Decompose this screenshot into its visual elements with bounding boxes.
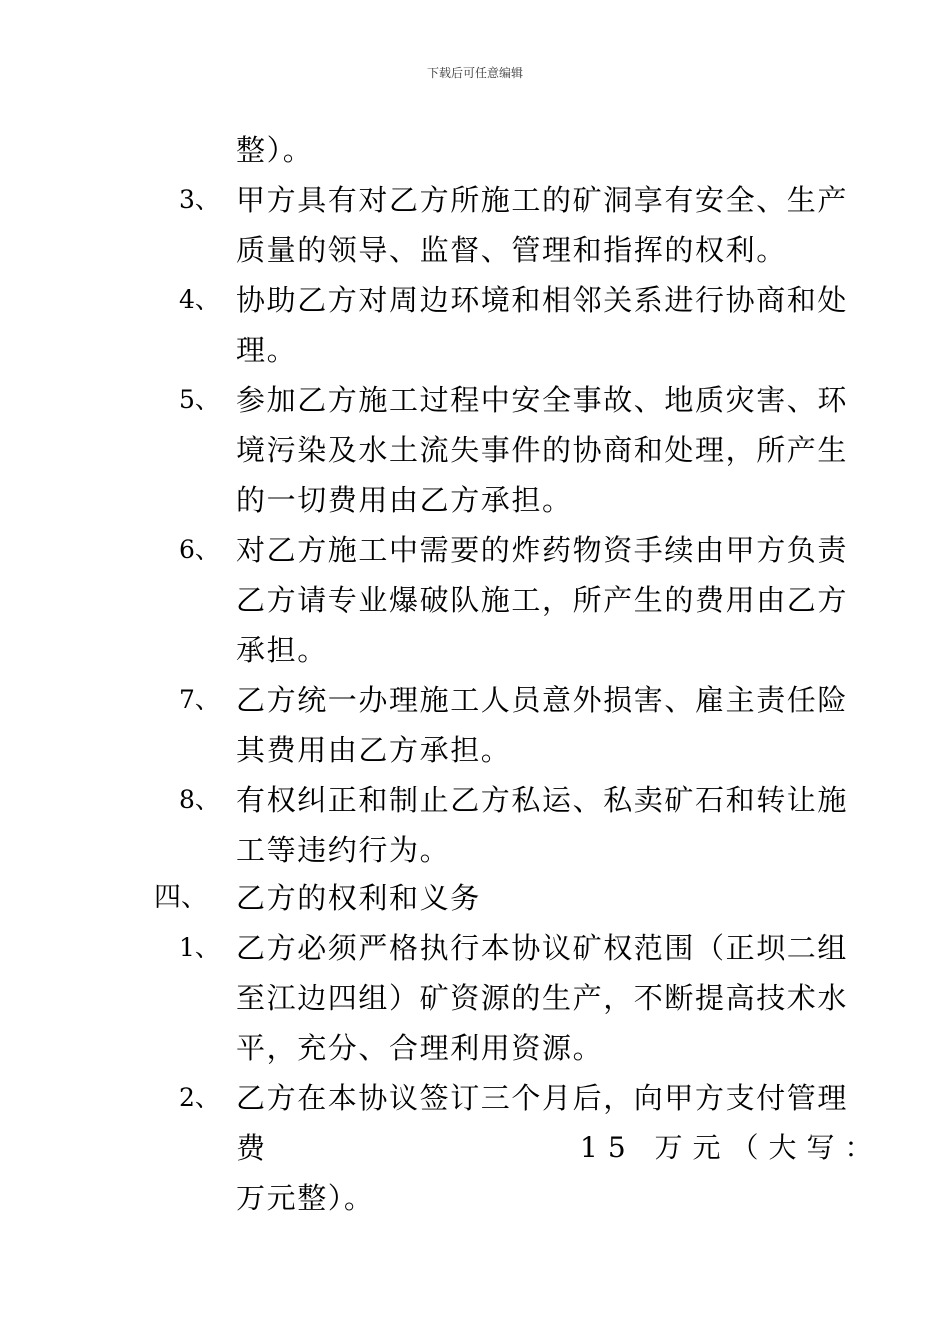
item-text-line: 乙方必须严格执行本协议矿权范围（正坝二组 <box>236 931 849 965</box>
item-number: 7、 <box>179 685 220 714</box>
item-text-line: 乙方在本协议签订三个月后，向甲方支付管理 <box>236 1081 849 1115</box>
item-text-line: 甲方具有对乙方所施工的矿洞享有安全、生产 <box>236 183 849 217</box>
item-text-line: 乙方请专业爆破队施工，所产生的费用由乙方 <box>236 583 849 617</box>
item-text-line: 对乙方施工中需要的炸药物资手续由甲方负责 <box>236 533 849 567</box>
item-number: 3、 <box>179 185 220 214</box>
item-text-line: 的一切费用由乙方承担。 <box>236 483 573 517</box>
item-text-line: 理。 <box>236 333 298 367</box>
item-text-line: 质量的领导、监督、管理和指挥的权利。 <box>236 233 787 267</box>
item-text-line: 协助乙方对周边环境和相邻关系进行协商和处 <box>236 283 849 317</box>
item-text-line: 万元整）。 <box>236 1181 375 1215</box>
item-text-line: 乙方统一办理施工人员意外损害、雇主责任险 <box>236 683 849 717</box>
item-number: 2、 <box>179 1083 220 1112</box>
page-header-note: 下载后可任意编辑 <box>426 66 523 80</box>
item-number: 8、 <box>179 785 220 814</box>
item-text-line: 工等违约行为。 <box>236 833 451 867</box>
item-text-line: 有权纠正和制止乙方私运、私卖矿石和转让施 <box>236 783 849 817</box>
fee-amount: 15 万元（大写： <box>580 1131 883 1164</box>
intro-line: 整）。 <box>236 133 314 167</box>
item-text-line: 境污染及水土流失事件的协商和处理，所产生 <box>236 433 849 467</box>
fee-label: 费 <box>236 1131 267 1165</box>
item-number: 5、 <box>179 385 220 414</box>
section-title: 乙方的权利和义务 <box>236 881 481 915</box>
item-number: 4、 <box>179 285 220 314</box>
item-number: 1、 <box>179 933 220 962</box>
item-text-line: 其费用由乙方承担。 <box>236 733 512 767</box>
item-text-line: 至江边四组）矿资源的生产，不断提高技术水 <box>236 981 849 1015</box>
section-number: 四、 <box>154 882 208 913</box>
item-text-line: 承担。 <box>236 633 328 667</box>
item-text-line: 平，充分、合理利用资源。 <box>236 1031 604 1065</box>
item-number: 6、 <box>179 535 220 564</box>
item-text-line: 参加乙方施工过程中安全事故、地质灾害、环 <box>236 383 849 417</box>
